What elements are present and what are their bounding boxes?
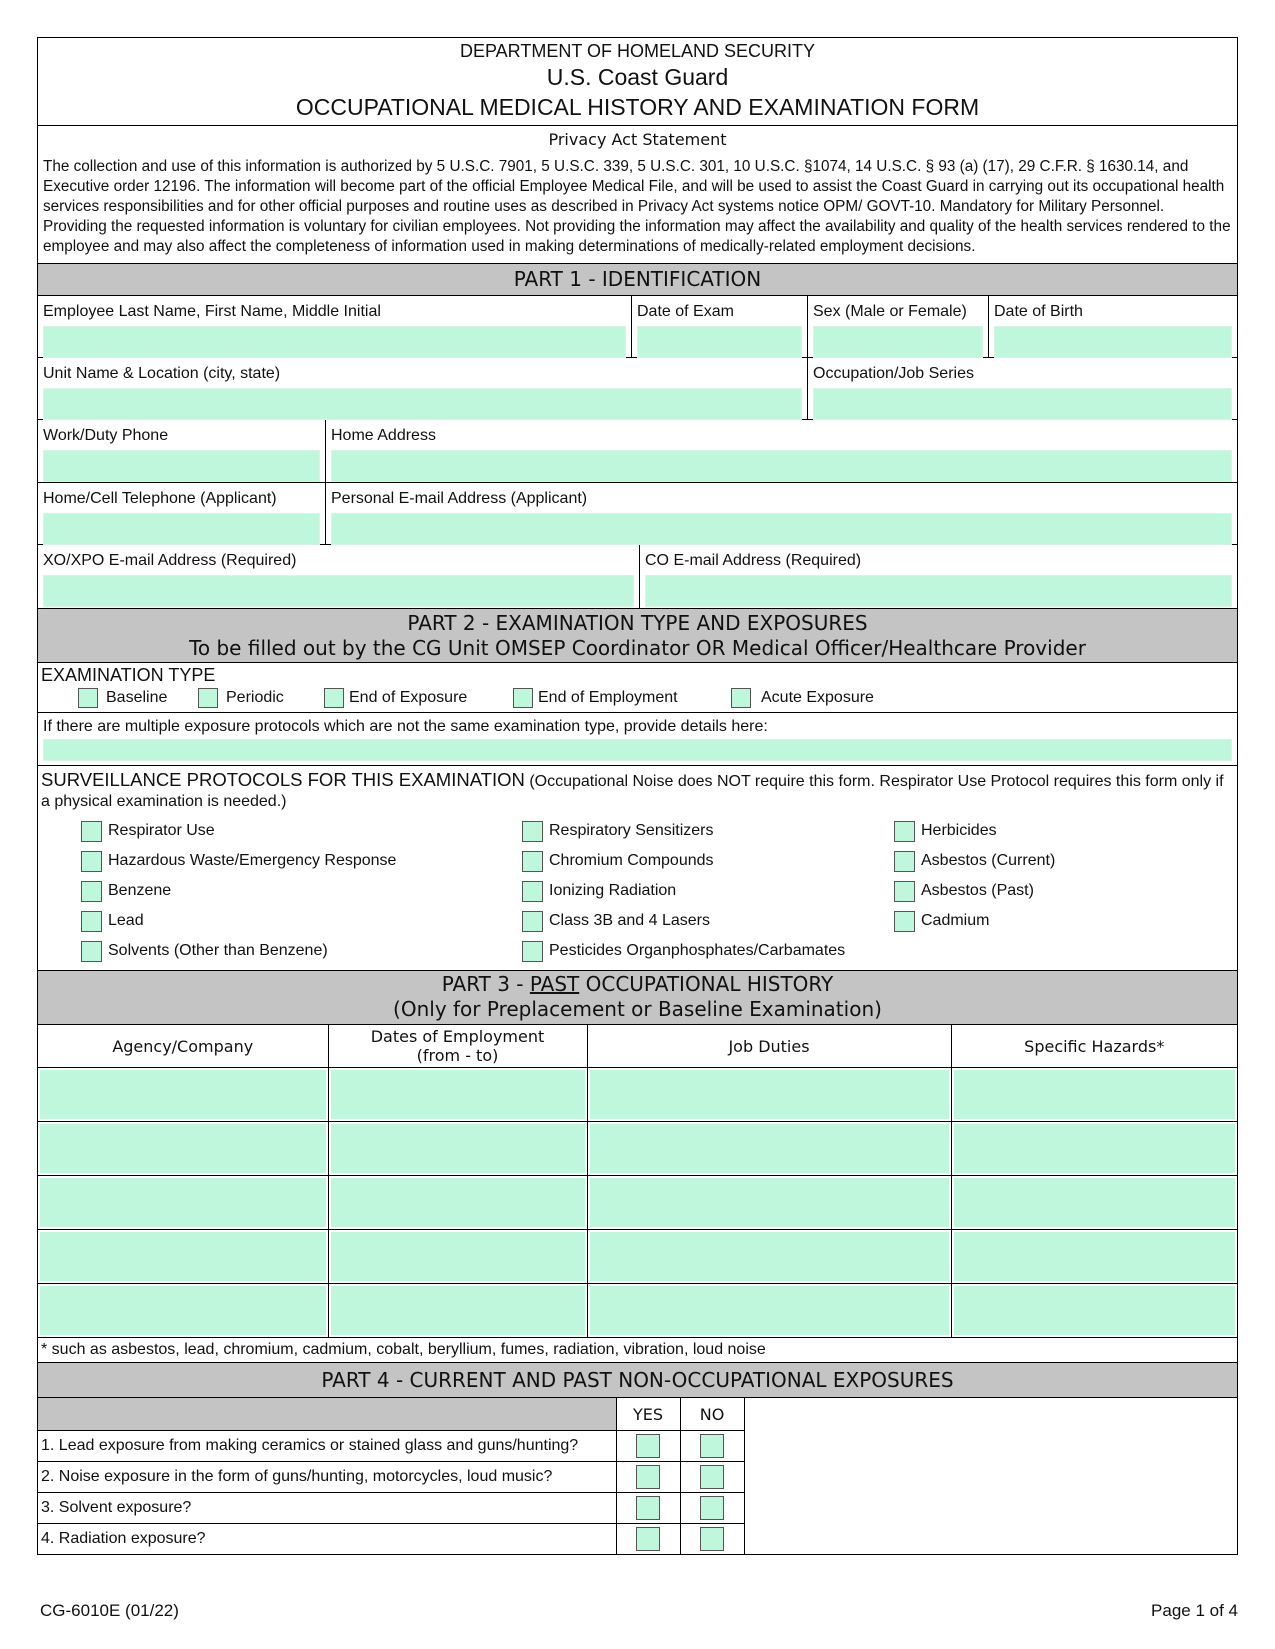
protocol-checkbox[interactable] — [522, 941, 543, 962]
dob-field[interactable] — [994, 326, 1232, 358]
protocol-solvents[interactable] — [81, 936, 522, 966]
protocol-label: Lead — [108, 912, 144, 929]
yes-cell — [616, 1431, 680, 1462]
cell-phone-label: Home/Cell Telephone (Applicant) — [43, 490, 277, 507]
table-row — [38, 1122, 1237, 1176]
question-label: 4. Radiation exposure? — [38, 1524, 616, 1555]
multiple-protocols-label: If there are multiple exposure protocols which are not the same examination type, provide details here: — [43, 718, 768, 735]
personal-email-cell — [326, 483, 1237, 544]
end-of-employment-checkbox[interactable] — [513, 688, 533, 708]
privacy-text: The collection and use of this information is authorized by 5 U.S.C. 7901, 5 U.S.C. 339, 5 U.S.C. 301, 10 U.S.C. §1074, 14 U.S.C. § 93 (a) (17), 29 C.F.R. § 1630.14, and Executive order 12196. The information will become part of the official Employee Medical File, and will be used to assist the Coast Guard in carrying out its occupational health services responsibilities and for other official purposes and routine uses as described in Privacy Act systems notice OPM/ GOVT-10. Mandatory for Military Personnel. Providing the requested information is voluntary for civilian employees. Not providing the information may affect the availability and quality of the health services rendered to the employee and may also affect the completeness of information used in making determinations of medically-related employment decisions. — [43, 158, 1231, 255]
protocol-label: Class 3B and 4 Lasers — [549, 912, 710, 929]
xo-email-label: XO/XPO E-mail Address (Required) — [43, 552, 297, 569]
protocol-ionizing-radiation[interactable] — [522, 876, 894, 906]
part3-title-prefix: PART 3 - — [441, 972, 530, 996]
protocol-asbestos-past[interactable] — [894, 876, 1204, 906]
part4-blank-header — [38, 1398, 616, 1431]
col-dates-label: Dates of Employment — [370, 1027, 545, 1046]
yes-cell — [616, 1493, 680, 1524]
form-number: CG-6010E (01/22) — [40, 1601, 179, 1620]
hazards-cell[interactable] — [951, 1230, 1237, 1284]
table-row — [38, 1431, 744, 1462]
duties-cell[interactable] — [587, 1284, 951, 1338]
hazards-cell[interactable] — [951, 1176, 1237, 1230]
yes-checkbox[interactable] — [636, 1527, 660, 1551]
form-header — [38, 38, 1237, 126]
home-address-field[interactable] — [331, 450, 1232, 482]
question-label: 3. Solvent exposure? — [38, 1493, 616, 1524]
protocol-benzene[interactable] — [81, 876, 522, 906]
work-phone-cell — [38, 420, 326, 482]
name-cell — [38, 296, 632, 357]
unit-label: Unit Name & Location (city, state) — [43, 365, 281, 382]
agency-cell[interactable] — [38, 1176, 328, 1230]
dob-cell — [989, 296, 1237, 357]
part1-row-2 — [38, 358, 1237, 420]
exam-type-section — [38, 663, 1237, 713]
protocol-label: Solvents (Other than Benzene) — [108, 942, 328, 959]
question-label: 2. Noise exposure in the form of guns/hunting, motorcycles, loud music? — [38, 1462, 616, 1493]
privacy-title: Privacy Act Statement — [548, 130, 727, 149]
xo-email-field[interactable] — [43, 575, 634, 607]
protocol-checkbox[interactable] — [894, 881, 915, 902]
periodic-checkbox[interactable] — [198, 688, 218, 708]
surveillance-note: (Occupational Noise does NOT require this form. Respirator Use Protocol requires this form only if a physical examination is needed.) — [41, 773, 1224, 810]
dates-cell[interactable] — [328, 1284, 587, 1338]
no-checkbox[interactable] — [700, 1527, 724, 1551]
periodic-label: Periodic — [226, 689, 284, 706]
yes-checkbox[interactable] — [636, 1496, 660, 1520]
agency-cell[interactable] — [38, 1284, 328, 1338]
agency-cell[interactable] — [38, 1230, 328, 1284]
protocol-chromium-compounds[interactable] — [522, 846, 894, 876]
part3-subtitle: (Only for Preplacement or Baseline Examination) — [393, 997, 882, 1021]
yes-checkbox[interactable] — [636, 1434, 660, 1458]
protocol-checkbox[interactable] — [894, 851, 915, 872]
protocol-checkbox[interactable] — [81, 911, 102, 932]
exam-type-label: EXAMINATION TYPE — [41, 665, 216, 685]
xo-email-cell — [38, 545, 640, 608]
agency-cell[interactable] — [38, 1122, 328, 1176]
exam-date-field[interactable] — [637, 326, 802, 358]
protocol-respiratory-sensitizers[interactable] — [522, 816, 894, 846]
no-cell — [680, 1524, 744, 1555]
surveillance-heading — [41, 770, 1234, 812]
part2-header — [38, 609, 1237, 663]
exam-type-options — [38, 686, 1237, 710]
personal-email-label: Personal E-mail Address (Applicant) — [331, 490, 588, 507]
no-checkbox[interactable] — [700, 1434, 724, 1458]
protocol-respirator-use[interactable] — [81, 816, 522, 846]
unit-cell — [38, 358, 808, 419]
part2-title: PART 2 - EXAMINATION TYPE AND EXPOSURES — [407, 611, 868, 635]
unit-field[interactable] — [43, 388, 802, 420]
dates-cell[interactable] — [328, 1230, 587, 1284]
protocol-grid — [41, 816, 1234, 966]
exam-type-end-of-exposure[interactable] — [324, 688, 513, 708]
protocol-checkbox[interactable] — [522, 851, 543, 872]
part3-title-past: PAST — [529, 972, 580, 996]
baseline-label: Baseline — [106, 689, 168, 706]
surveillance-title: SURVEILLANCE PROTOCOLS FOR THIS EXAMINATION — [41, 769, 525, 790]
table-row — [38, 1230, 1237, 1284]
part1-row-4 — [38, 483, 1237, 545]
protocol-label: Ionizing Radiation — [549, 882, 677, 899]
protocol-checkbox[interactable] — [81, 881, 102, 902]
dates-cell[interactable] — [328, 1122, 587, 1176]
occupation-cell — [808, 358, 1237, 419]
end-of-employment-label: End of Employment — [538, 689, 678, 706]
home-address-label: Home Address — [331, 427, 436, 444]
part3-title-suffix: OCCUPATIONAL HISTORY — [579, 972, 834, 996]
part3-header — [38, 971, 1237, 1025]
occupation-label: Occupation/Job Series — [813, 365, 974, 382]
table-row — [38, 1493, 744, 1524]
protocol-label: Chromium Compounds — [549, 852, 714, 869]
sex-field[interactable] — [813, 326, 983, 358]
protocol-checkbox[interactable] — [522, 821, 543, 842]
yes-cell — [616, 1462, 680, 1493]
protocol-checkbox[interactable] — [81, 851, 102, 872]
personal-email-field[interactable] — [331, 513, 1232, 545]
hazards-note: * such as asbestos, lead, chromium, cadmium, cobalt, beryllium, fumes, radiation, vibration, loud noise — [38, 1338, 1237, 1363]
hazards-cell[interactable] — [951, 1122, 1237, 1176]
exam-date-label: Date of Exam — [637, 303, 734, 320]
occupational-history-table — [38, 1025, 1237, 1338]
protocol-checkbox[interactable] — [894, 821, 915, 842]
table-row — [38, 1068, 1237, 1122]
agency-name: U.S. Coast Guard — [546, 64, 729, 90]
page-footer — [40, 1601, 1238, 1621]
col-dates-sublabel: (from - to) — [416, 1046, 499, 1065]
co-email-cell — [640, 545, 1237, 608]
end-of-exposure-label: End of Exposure — [349, 689, 468, 706]
protocol-label: Pesticides Organphosphates/Carbamates — [549, 942, 846, 959]
dates-cell[interactable] — [328, 1176, 587, 1230]
exam-type-periodic[interactable] — [198, 688, 324, 708]
exam-date-cell — [632, 296, 808, 357]
no-checkbox[interactable] — [700, 1496, 724, 1520]
part1-row-5 — [38, 545, 1237, 609]
work-phone-label: Work/Duty Phone — [43, 427, 169, 444]
co-email-label: CO E-mail Address (Required) — [645, 552, 862, 569]
duties-cell[interactable] — [587, 1230, 951, 1284]
col-agency-header: Agency/Company — [38, 1025, 328, 1068]
medical-history-form — [37, 37, 1238, 1555]
hazards-cell[interactable] — [951, 1284, 1237, 1338]
exam-type-end-of-employment[interactable] — [513, 688, 731, 708]
protocol-checkbox[interactable] — [81, 941, 102, 962]
name-label: Employee Last Name, First Name, Middle Initial — [43, 303, 381, 320]
protocol-herbicides[interactable] — [894, 816, 1204, 846]
co-email-field[interactable] — [645, 575, 1232, 607]
protocol-checkbox[interactable] — [522, 911, 543, 932]
form-title: OCCUPATIONAL MEDICAL HISTORY AND EXAMINATION FORM — [295, 94, 980, 120]
protocol-label: Benzene — [108, 882, 172, 899]
yes-header: YES — [616, 1398, 680, 1431]
part2-subtitle: To be filled out by the CG Unit OMSEP Coordinator OR Medical Officer/Healthcare Provider — [189, 636, 1086, 660]
hazards-cell[interactable] — [951, 1068, 1237, 1122]
protocol-pesticides[interactable] — [522, 936, 894, 966]
non-occupational-table — [38, 1398, 745, 1554]
protocol-label: Hazardous Waste/Emergency Response — [108, 852, 397, 869]
page-number: Page 1 of 4 — [1151, 1601, 1238, 1620]
work-phone-field[interactable] — [43, 450, 320, 482]
protocol-cadmium[interactable] — [894, 906, 1204, 936]
home-address-cell — [326, 420, 1237, 482]
dob-label: Date of Birth — [994, 303, 1083, 320]
department-name: DEPARTMENT OF HOMELAND SECURITY — [459, 41, 816, 61]
protocol-checkbox[interactable] — [81, 821, 102, 842]
protocol-lead[interactable] — [81, 906, 522, 936]
protocol-checkbox[interactable] — [894, 911, 915, 932]
protocol-lasers[interactable] — [522, 906, 894, 936]
part4-title: PART 4 - CURRENT AND PAST NON-OCCUPATIONAL EXPOSURES — [38, 1363, 1237, 1398]
yes-cell — [616, 1524, 680, 1555]
multiple-protocols-field[interactable] — [43, 739, 1232, 761]
part1-title: PART 1 - IDENTIFICATION — [38, 264, 1237, 296]
duties-cell[interactable] — [587, 1122, 951, 1176]
protocol-checkbox[interactable] — [522, 881, 543, 902]
part1-row-1 — [38, 296, 1237, 358]
part1-row-3 — [38, 420, 1237, 483]
end-of-exposure-checkbox[interactable] — [324, 688, 344, 708]
protocol-asbestos-current[interactable] — [894, 846, 1204, 876]
table-row — [38, 1524, 744, 1555]
agency-cell[interactable] — [38, 1068, 328, 1122]
history-header-row — [38, 1025, 1237, 1068]
duties-cell[interactable] — [587, 1176, 951, 1230]
protocol-label: Asbestos (Current) — [921, 852, 1056, 869]
col-duties-header: Job Duties — [587, 1025, 951, 1068]
part3-title — [38, 972, 1237, 997]
multiple-protocols-section — [38, 713, 1237, 766]
no-cell — [680, 1493, 744, 1524]
exam-type-baseline[interactable] — [78, 688, 198, 708]
acute-exposure-label: Acute Exposure — [761, 689, 874, 706]
acute-exposure-checkbox[interactable] — [731, 688, 751, 708]
no-checkbox[interactable] — [700, 1465, 724, 1489]
no-cell — [680, 1462, 744, 1493]
col-hazards-header: Specific Hazards* — [951, 1025, 1237, 1068]
occupation-field[interactable] — [813, 388, 1232, 420]
table-row — [38, 1462, 744, 1493]
cell-phone-cell — [38, 483, 326, 544]
table-row — [38, 1284, 1237, 1338]
duties-cell[interactable] — [587, 1068, 951, 1122]
protocol-label: Respirator Use — [108, 822, 215, 839]
no-header: NO — [680, 1398, 744, 1431]
yes-checkbox[interactable] — [636, 1465, 660, 1489]
no-cell — [680, 1431, 744, 1462]
protocol-hazardous-waste[interactable] — [81, 846, 522, 876]
privacy-act-section — [38, 126, 1237, 264]
sex-label: Sex (Male or Female) — [813, 303, 967, 320]
question-label: 1. Lead exposure from making ceramics or stained glass and guns/hunting? — [38, 1431, 616, 1462]
cell-phone-field[interactable] — [43, 513, 320, 545]
part4-header-row — [38, 1398, 744, 1431]
protocol-label: Respiratory Sensitizers — [549, 822, 714, 839]
table-row — [38, 1176, 1237, 1230]
exam-type-acute-exposure[interactable] — [731, 688, 874, 708]
sex-cell — [808, 296, 989, 357]
protocol-label: Cadmium — [921, 912, 990, 929]
col-dates-header — [328, 1025, 587, 1068]
name-field[interactable] — [43, 326, 626, 358]
surveillance-section — [38, 766, 1237, 971]
dates-cell[interactable] — [328, 1068, 587, 1122]
protocol-label: Herbicides — [921, 822, 997, 839]
baseline-checkbox[interactable] — [78, 688, 98, 708]
protocol-label: Asbestos (Past) — [921, 882, 1034, 899]
